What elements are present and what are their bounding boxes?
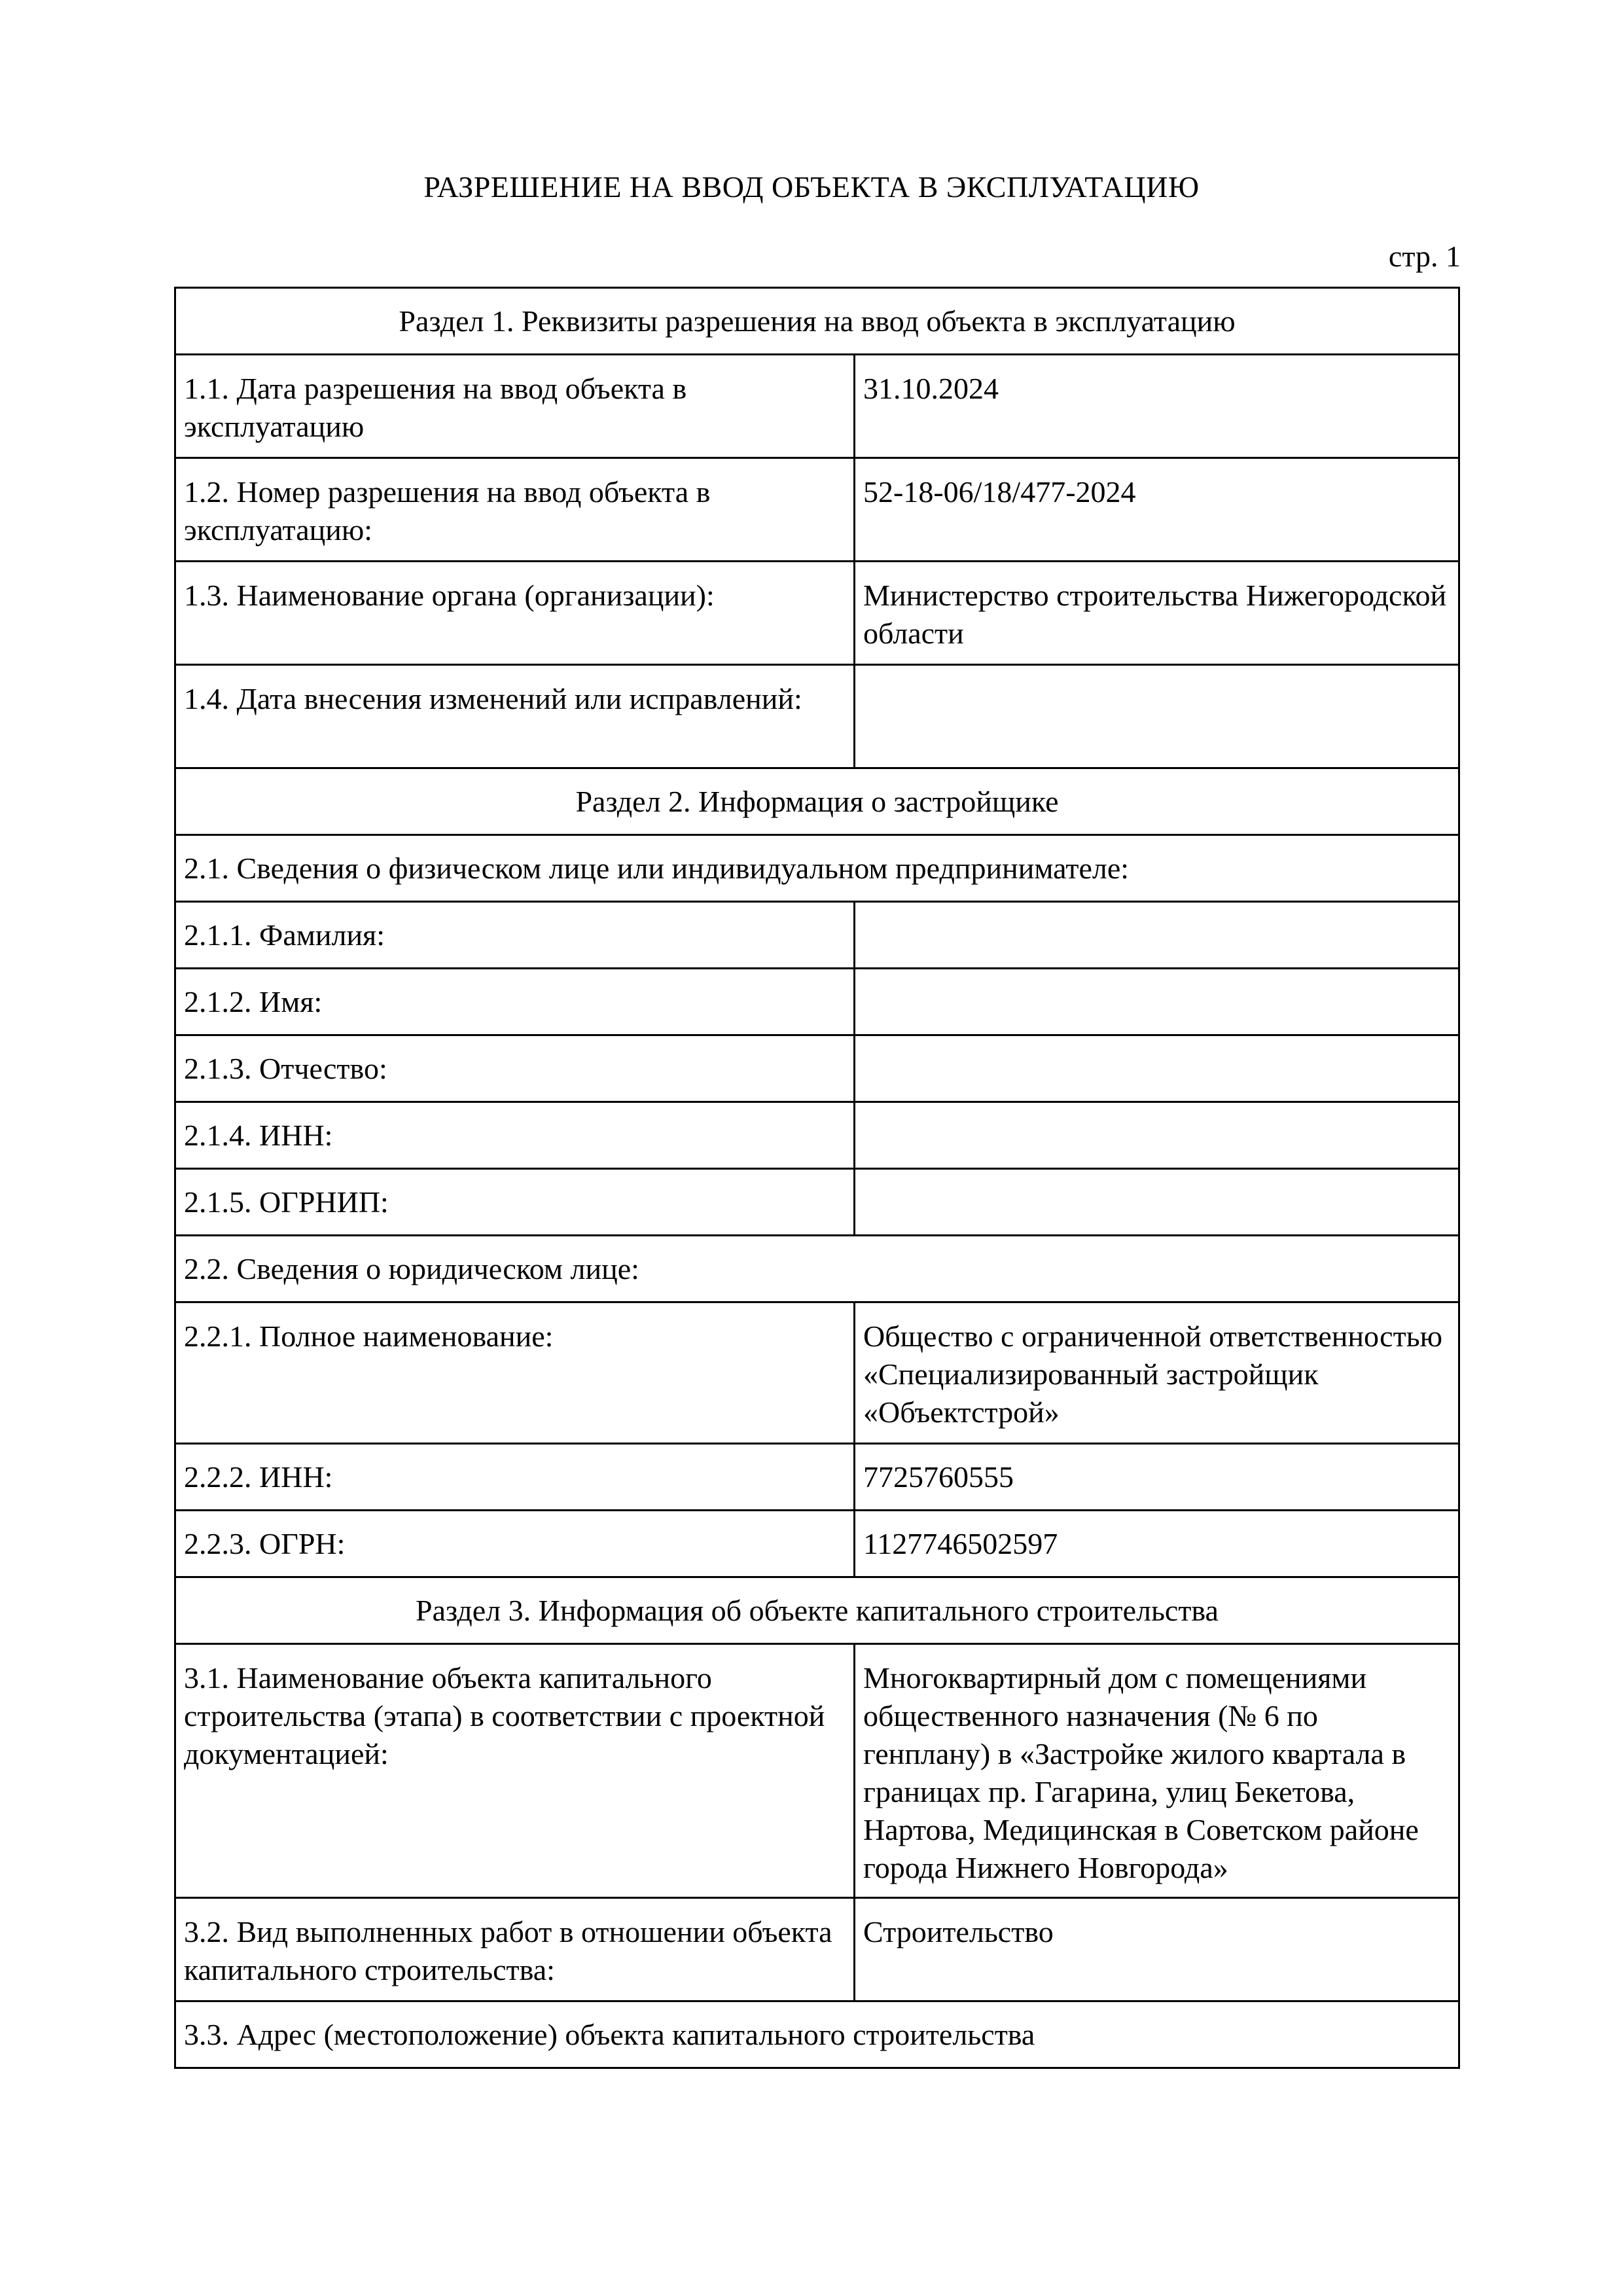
table-row xyxy=(175,1898,1459,2001)
table-row xyxy=(175,1169,1459,1236)
page-number: стр. 1 xyxy=(1388,240,1461,273)
table-row xyxy=(175,835,1459,902)
first-name-value xyxy=(855,969,1459,1035)
legal-inn-label: 2.2.2. ИНН: xyxy=(175,1444,855,1511)
surname-value xyxy=(855,902,1459,969)
full-name-label: 2.2.1. Полное наименование: xyxy=(175,1302,855,1444)
work-type-value: Строительство xyxy=(855,1898,1459,2001)
object-address-header: 3.3. Адрес (местоположение) объекта капитального строительства xyxy=(175,2001,1459,2068)
section-1-header: Раздел 1. Реквизиты разрешения на ввод объекта в эксплуатацию xyxy=(175,288,1459,355)
permit-number-value: 52-18-06/18/477-2024 xyxy=(855,458,1459,562)
ogrn-label: 2.2.3. ОГРН: xyxy=(175,1511,855,1577)
surname-label: 2.1.1. Фамилия: xyxy=(175,902,855,969)
permit-date-value: 31.10.2024 xyxy=(855,355,1459,458)
individual-inn-label: 2.1.4. ИНН: xyxy=(175,1102,855,1169)
table-row xyxy=(175,665,1459,768)
patronymic-value xyxy=(855,1035,1459,1102)
table-row xyxy=(175,458,1459,562)
permit-date-label: 1.1. Дата разрешения на ввод объекта в эксплуатацию xyxy=(175,355,855,458)
table-row xyxy=(175,1444,1459,1511)
work-type-label: 3.2. Вид выполненных работ в отношении объекта капитального строительства: xyxy=(175,1898,855,2001)
table-row xyxy=(175,969,1459,1035)
table-row xyxy=(175,1102,1459,1169)
section-1-header-row xyxy=(175,288,1459,355)
permit-number-label: 1.2. Номер разрешения на ввод объекта в эксплуатацию: xyxy=(175,458,855,562)
section-2-header: Раздел 2. Информация о застройщике xyxy=(175,768,1459,835)
section-3-header: Раздел 3. Информация об объекте капитального строительства xyxy=(175,1577,1459,1644)
table-row xyxy=(175,562,1459,665)
section-3-header-row xyxy=(175,1577,1459,1644)
table-row xyxy=(175,1302,1459,1444)
authority-name-value: Министерство строительства Нижегородской области xyxy=(855,562,1459,665)
table-row xyxy=(175,355,1459,458)
patronymic-label: 2.1.3. Отчество: xyxy=(175,1035,855,1102)
authority-name-label: 1.3. Наименование органа (организации): xyxy=(175,562,855,665)
object-name-label: 3.1. Наименование объекта капитального строительства (этапа) в соответствии с проектной документацией: xyxy=(175,1644,855,1898)
amendment-date-value xyxy=(855,665,1459,768)
legal-entity-header: 2.2. Сведения о юридическом лице: xyxy=(175,1236,1459,1302)
full-name-value: Общество с ограниченной ответственностью «Специализированный застройщик «Объектстрой» xyxy=(855,1302,1459,1444)
individual-inn-value xyxy=(855,1102,1459,1169)
ogrnip-value xyxy=(855,1169,1459,1236)
ogrn-value: 1127746502597 xyxy=(855,1511,1459,1577)
individual-info-header: 2.1. Сведения о физическом лице или индивидуальном предпринимателе: xyxy=(175,835,1459,902)
table-row xyxy=(175,1511,1459,1577)
section-2-header-row xyxy=(175,768,1459,835)
amendment-date-label: 1.4. Дата внесения изменений или исправлений: xyxy=(175,665,855,768)
table-row xyxy=(175,1236,1459,1302)
table-row xyxy=(175,1035,1459,1102)
table-row xyxy=(175,902,1459,969)
table-row xyxy=(175,1644,1459,1898)
object-name-value: Многоквартирный дом с помещениями общественного назначения (№ 6 по генплану) в «Застройке жилого квартала в границах пр. Гагарина, улиц Бекетова, Нартова, Медицинская в Советском районе города Нижнего Новгорода» xyxy=(855,1644,1459,1898)
document-title: РАЗРЕШЕНИЕ НА ВВОД ОБЪЕКТА В ЭКСПЛУАТАЦИЮ xyxy=(423,170,1200,204)
ogrnip-label: 2.1.5. ОГРНИП: xyxy=(175,1169,855,1236)
first-name-label: 2.1.2. Имя: xyxy=(175,969,855,1035)
table-row xyxy=(175,2001,1459,2068)
legal-inn-value: 7725760555 xyxy=(855,1444,1459,1511)
permit-form-table xyxy=(174,287,1460,2069)
